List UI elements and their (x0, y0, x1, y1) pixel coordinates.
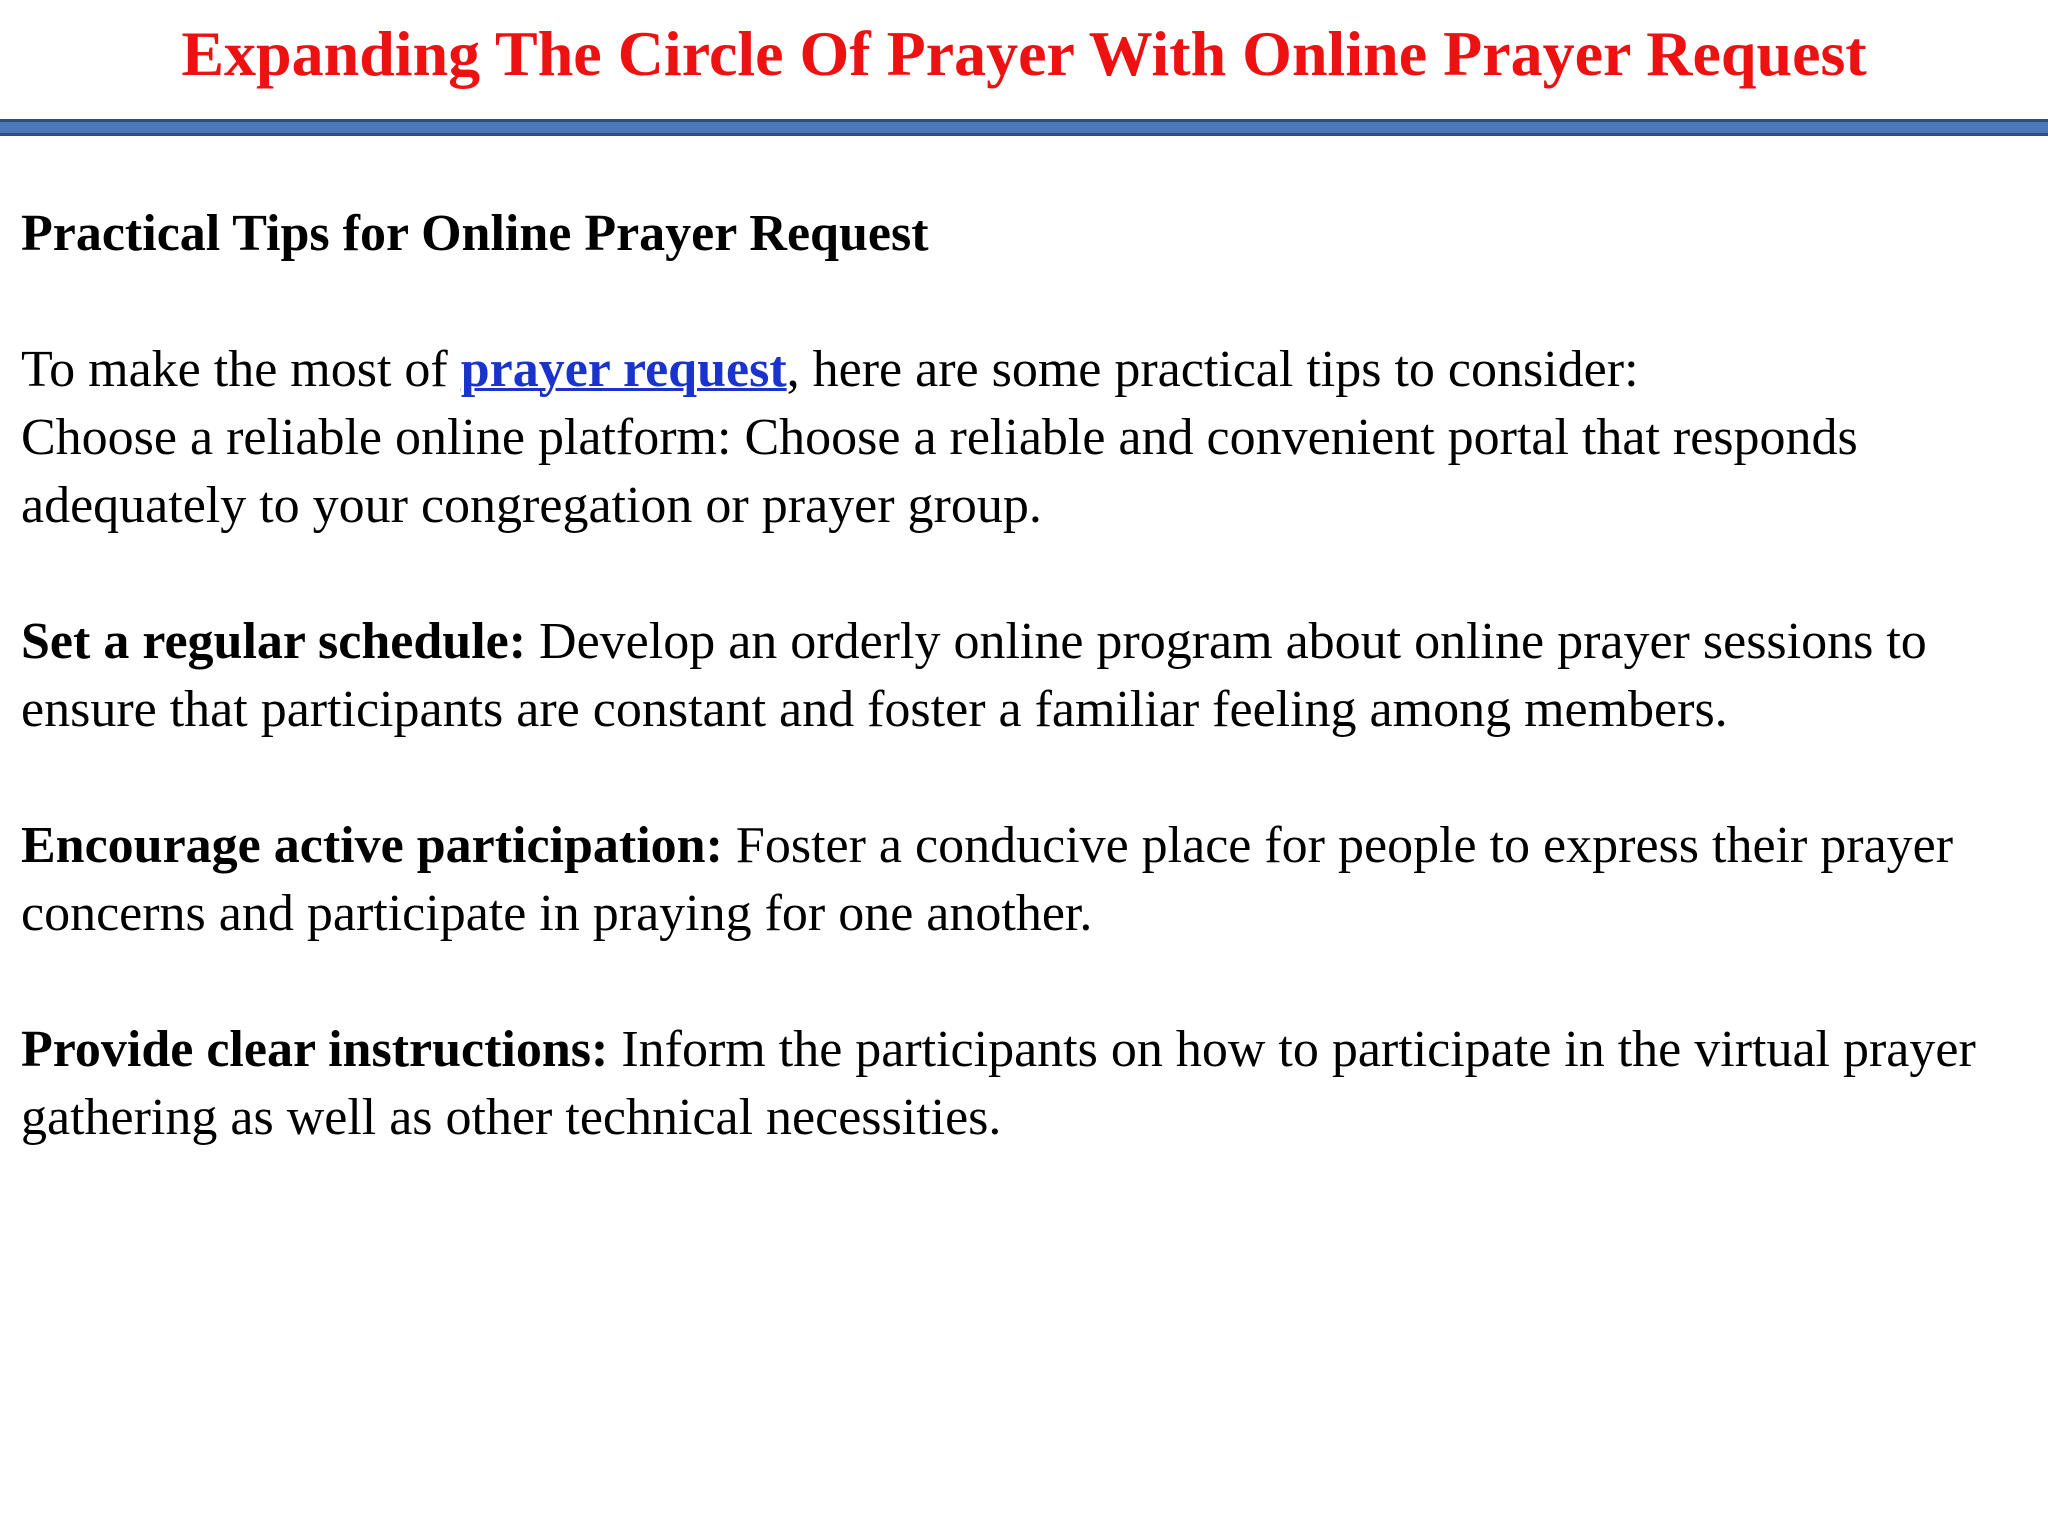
section-heading: Practical Tips for Online Prayer Request (21, 205, 929, 262)
intro-paragraph (21, 336, 2031, 540)
intro-platform-tip: Choose a reliable online platform: Choose a reliable and convenient portal that responds adequately to your congregation or prayer group. (21, 409, 1858, 534)
tip-text: Develop an orderly online program about online prayer sessions to ensure that participants are constant and foster a familiar feeling among members. (21, 613, 1927, 738)
title-divider (0, 119, 2048, 136)
tip-text: Inform the participants on how to participate in the virtual prayer gathering as well as other technical necessities. (21, 1021, 1976, 1146)
tip-text: Foster a conducive place for people to express their prayer concerns and participate in praying for one another. (21, 817, 1954, 942)
tip-paragraph (21, 812, 2031, 948)
tip-lead: Set a regular schedule: (21, 613, 527, 670)
intro-text-before-link: To make the most of (21, 341, 461, 398)
page-title: Expanding The Circle Of Prayer With Online Prayer Request (181, 18, 1867, 89)
prayer-request-link[interactable]: prayer request (460, 341, 787, 398)
tip-lead: Provide clear instructions: (21, 1021, 609, 1078)
intro-text-after-link: , here are some practical tips to consider: (786, 341, 1639, 398)
tip-lead: Encourage active participation: (21, 817, 723, 874)
document-body (21, 200, 2031, 1220)
tip-paragraph (21, 1016, 2031, 1152)
tip-paragraph (21, 608, 2031, 744)
